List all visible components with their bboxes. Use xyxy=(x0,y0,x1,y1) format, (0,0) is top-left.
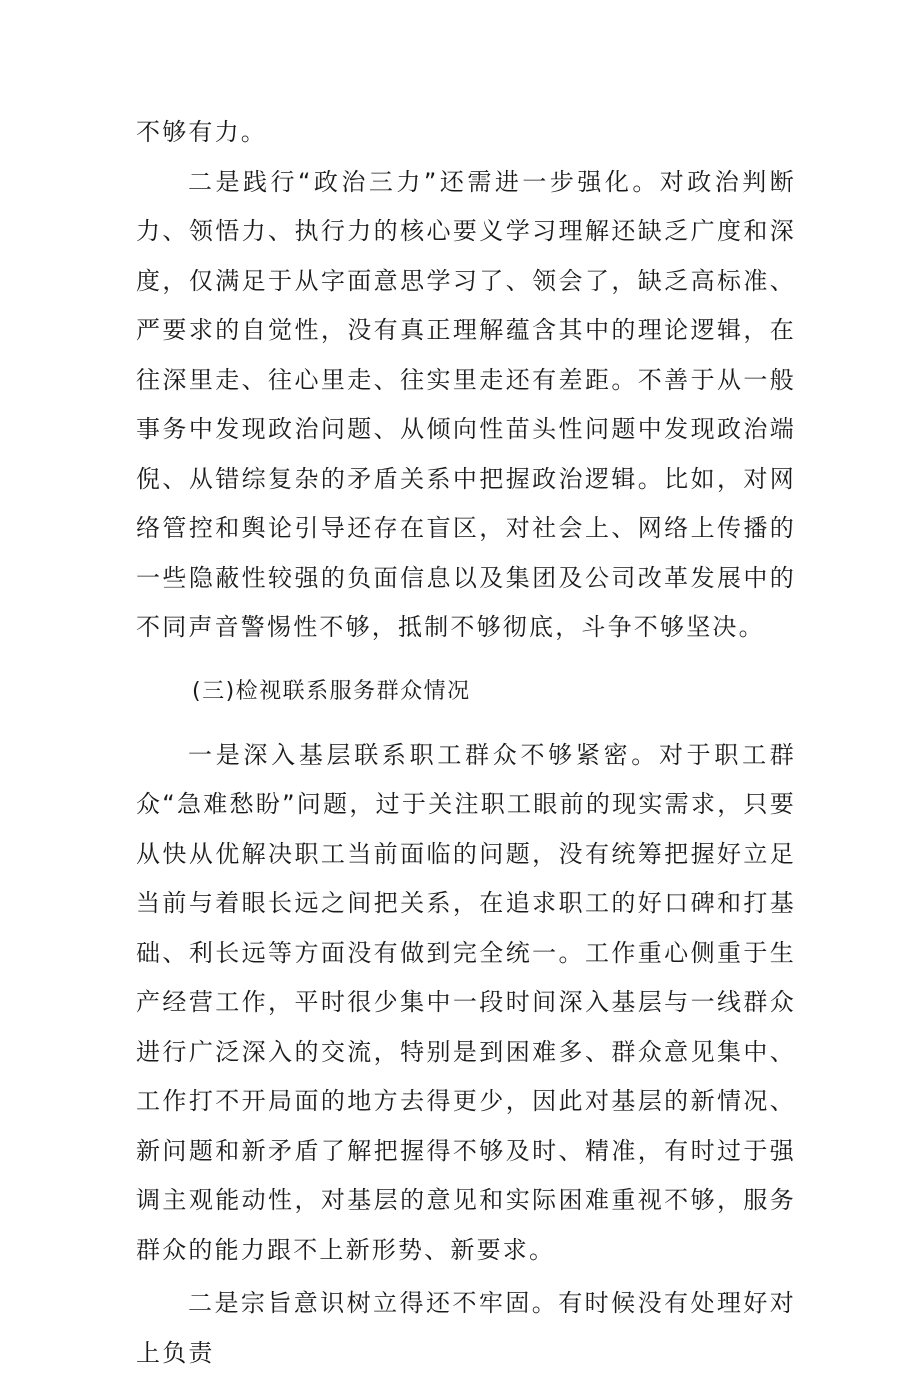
paragraph-grassroots-contact: 一是深入基层联系职工群众不够紧密。对于职工群众“急难愁盼”问题，过于关注职工眼前的现实需求，只要从快从优解决职工当前面临的问题，没有统筹把握好立足当前与着眼长远之间把关系，在追求职工的好口碑和打基础、利长远等方面没有做到完全统一。工作重心侧重于生产经营工作，平时很少集中一段时间深入基层与一线群众进行广泛深入的交流，特别是到困难多、群众意见集中、工作打不开局面的地方去得更少，因此对基层的新情况、新问题和新矛盾了解把握得不够及时、精准，有时过于强调主观能动性，对基层的意见和实际困难重视不够，服务群众的能力跟不上新形势、新要求。 xyxy=(136,740,796,1264)
paragraph-purpose-awareness: 二是宗旨意识树立得还不牢固。有时候没有处理好对上负责 xyxy=(136,1289,796,1367)
paragraph-continuation: 不够有力。 xyxy=(136,118,267,146)
paragraph-political-three-abilities: 二是践行“政治三力”还需进一步强化。对政治判断力、领悟力、执行力的核心要义学习理解还缺乏广度和深度，仅满足于从字面意思学习了、领会了，缺乏高标准、严要求的自觉性，没有真正理解蕴含其中的理论逻辑，在往深里走、往心里走、往实里走还有差距。不善于从一般事务中发现政治问题、从倾向性苗头性问题中发现政治端倪、从错综复杂的矛盾关系中把握政治逻辑。比如，对网络管控和舆论引导还存在盲区，对社会上、网络上传播的一些隐蔽性较强的负面信息以及集团及公司改革发展中的不同声音警惕性不够，抵制不够彻底，斗争不够坚决。 xyxy=(136,167,796,641)
document-body xyxy=(136,108,796,1378)
section-heading-serving-masses: (三)检视联系服务群众情况 xyxy=(192,678,471,704)
